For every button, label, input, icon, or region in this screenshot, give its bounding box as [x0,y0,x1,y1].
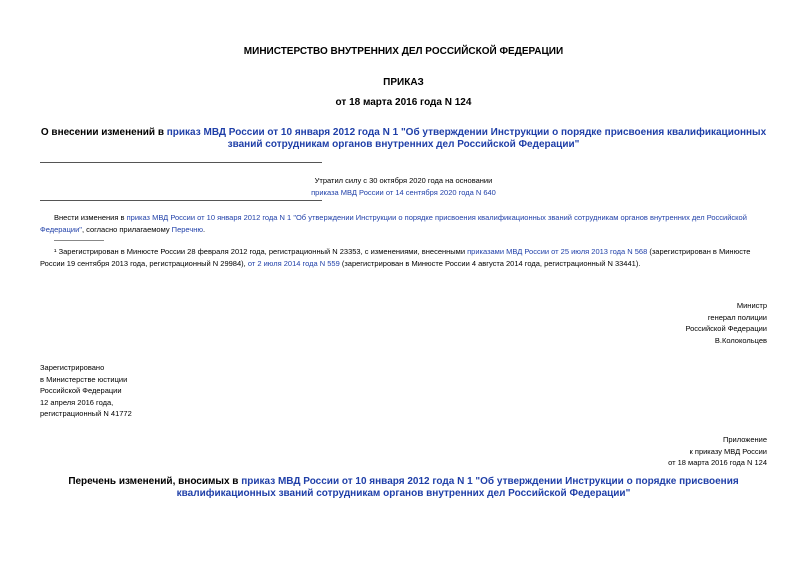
appendix-line: Приложение [723,435,767,444]
signature-line: Российской Федерации [685,324,767,333]
list-title-link[interactable]: приказ МВД России от 10 января 2012 года N 1 "Об утверждении Инструкции о порядке присвоения квалификационных званий сотрудникам органов внутренних дел Российской Федерации" [176,476,739,499]
doc-type: ПРИКАЗ [383,77,424,88]
list-title-prefix: Перечень изменений, вносимых в [68,476,242,487]
registration-line: регистрационный N 41772 [40,409,132,418]
signature-line: генерал полиции [707,312,767,322]
divider-top [40,162,322,163]
signature-line: Министр [736,301,767,310]
title-link[interactable]: приказ МВД России от 10 января 2012 года N 1 "Об утверждении Инструкции о порядке присвоения квалификационных званий сотрудникам органов внутренних дел Российской Федерации" [166,127,767,150]
title-prefix: О внесении изменений в [40,127,167,138]
p1-list-link[interactable]: Перечню [171,225,204,234]
appendix-block [668,434,767,469]
appendix-line: от 18 марта 2016 года N 124 [668,458,767,467]
footnote [40,246,767,270]
document-title [40,127,767,151]
validity-link[interactable]: приказа МВД России от 14 сентября 2020 года N 640 [311,188,496,197]
footnote-text-3: (зарегистрирован в Минюсте России 4 августа 2014 года, регистрационный N 33441). [339,259,641,268]
appendix-line: к приказу МВД России [689,446,767,456]
validity-line: Утратил силу с 30 октября 2020 года на основании [314,176,493,185]
registration-block [40,362,132,420]
p1-suffix: , согласно прилагаемому [81,225,172,234]
footnote-text-2: (зарегистрирован в Минюсте России 19 сентября 2013 года, регистрационный N 29984), [40,247,751,268]
signature-block [685,300,767,346]
validity-note [230,175,577,199]
footnote-link-1[interactable]: приказами МВД России от 25 июля 2013 года N 568 [467,247,648,256]
p1-order-link[interactable]: приказ МВД России от 10 января 2012 года N 1 "Об утверждении Инструкции о порядке присвоения квалификационных званий сотрудникам органов внутренних дел Российской Федерации" [40,213,747,234]
doc-date-number: от 18 марта 2016 года N 124 [335,97,472,108]
footnote-marker: ¹ [54,247,57,256]
divider-bottom [40,200,322,201]
signature-line: В.Колокольцев [714,335,767,345]
footnote-text-1: Зарегистрирован в Минюсте России 28 февраля 2012 года, регистрационный N 23353, с изменениями, внесенными [56,247,468,256]
p1-end: . [203,225,206,234]
p1-prefix: Внести изменения в [54,213,127,222]
footnote-divider [54,240,104,241]
registration-line: Зарегистрировано [40,363,105,372]
footnote-link-2[interactable]: от 2 июля 2014 года N 559 [247,259,340,268]
registration-line: Российской Федерации [40,386,122,395]
list-title [40,476,767,500]
body-paragraph [40,212,767,236]
registration-line: в Министерстве юстиции [40,374,128,384]
registration-line: 12 апреля 2016 года, [40,397,114,407]
ministry-heading: МИНИСТЕРСТВО ВНУТРЕННИХ ДЕЛ РОССИЙСКОЙ ФЕДЕРАЦИИ [243,46,564,57]
